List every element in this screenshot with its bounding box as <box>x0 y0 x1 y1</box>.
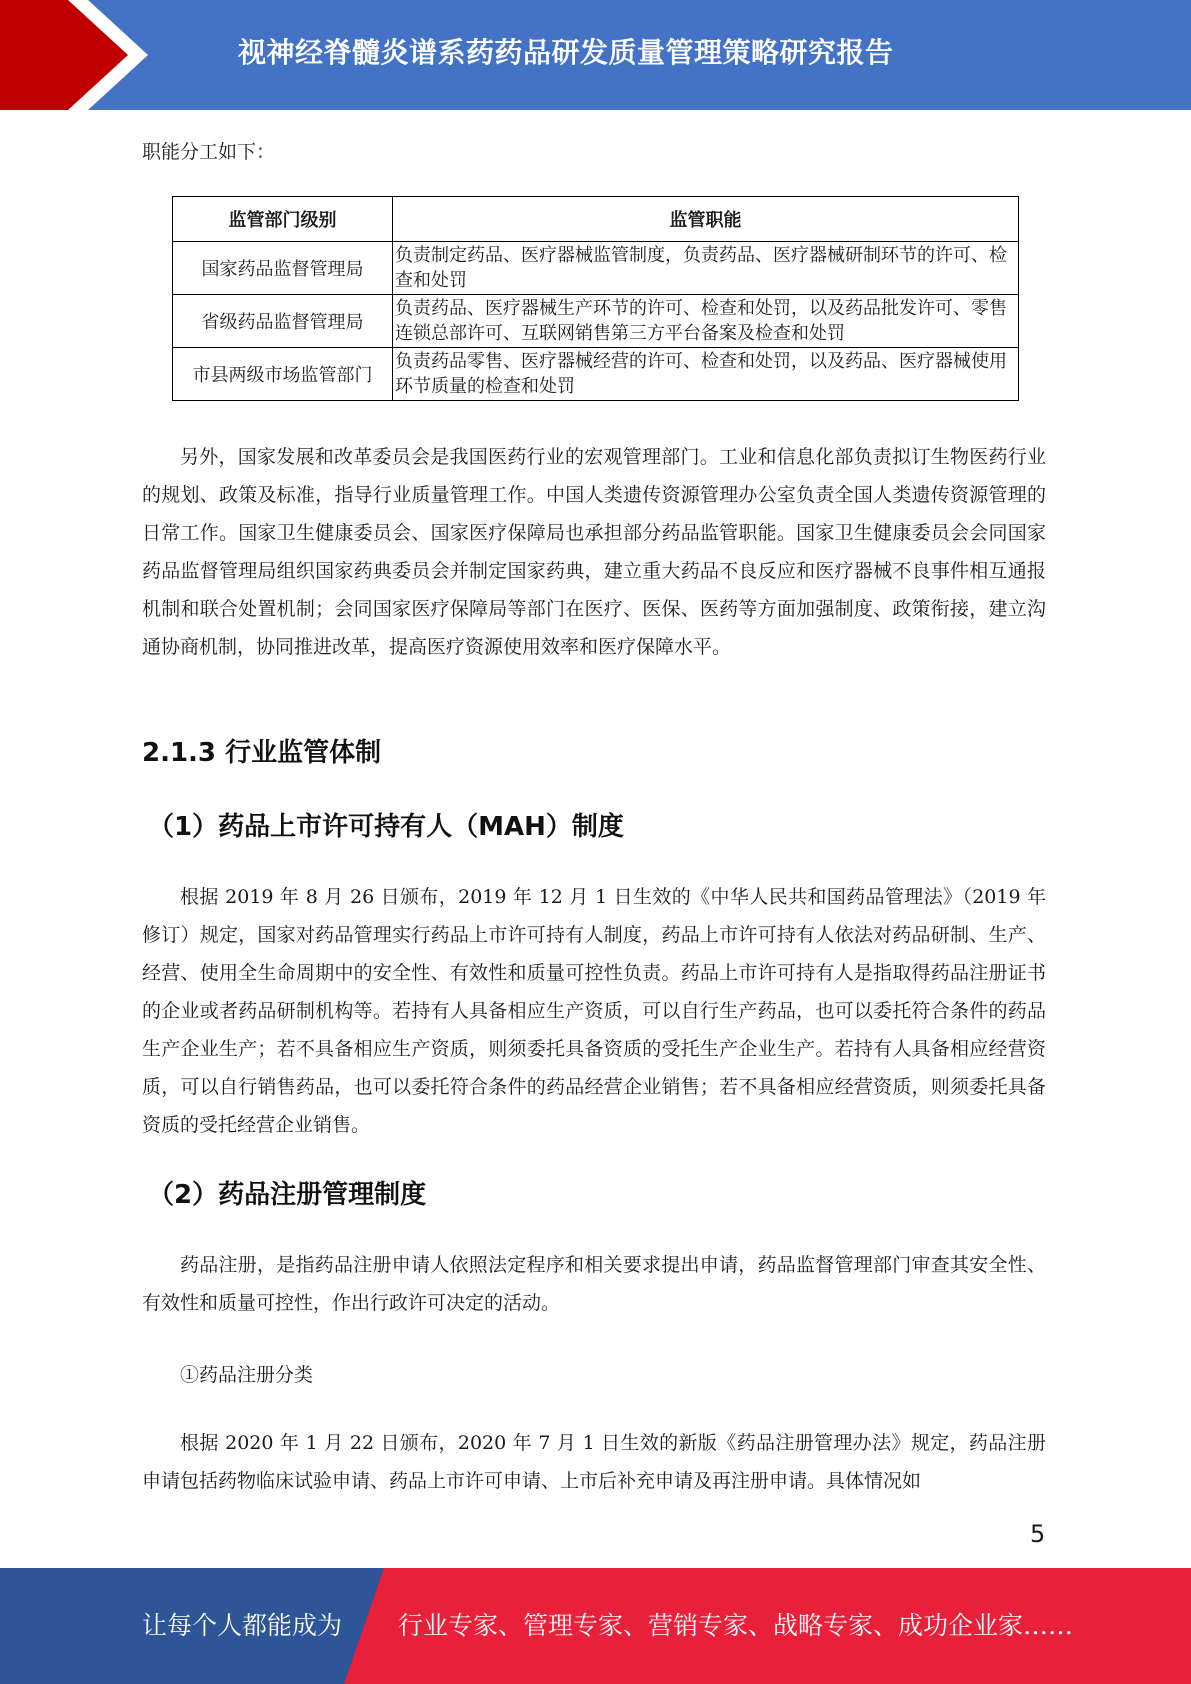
footer-banner <box>0 1568 1191 1684</box>
table-intro: 职能分工如下： <box>142 141 276 163</box>
paragraph-block-4 <box>142 1424 1046 1500</box>
table-row <box>173 348 1019 401</box>
paragraph-registration: 药品注册，是指药品注册申请人依照法定程序和相关要求提出申请，药品监督管理部门审查其安全性、有效性和质量可控性，作出行政许可决定的活动。 <box>142 1254 1046 1314</box>
table-cell-duty: 负责药品零售、医疗器械经营的许可、检查和处罚，以及药品、医疗器械使用环节质量的检查和处罚 <box>393 348 1019 401</box>
subsection-heading-mah: （1）药品上市许可持有人（MAH）制度 <box>148 812 624 842</box>
footer-slogan: 让每个人都能成为 <box>142 1611 343 1640</box>
list-item-registration-category: ①药品注册分类 <box>180 1364 314 1386</box>
paragraph-mah: 根据 2019 年 8 月 26 日颁布，2019 年 12 月 1 日生效的《中华人民共和国药品管理法》（2019 年修订）规定，国家对药品管理实行药品上市许可持有人制度，药品上市许可持有人依法对药品研制、生产、经营、使用全生命周期中的安全性、有效性和质量可控性负责。药品上市许可持有人是指取得药品注册证书的企业或者药品研制机构等。若持有人具备相应生产资质，可以自行生产药品，也可以委托符合条件的药品生产企业生产；若不具备相应生产资质，则须委托具备资质的受托生产企业生产。若持有人具备相应经营资质，可以自行销售药品，也可以委托符合条件的药品经营企业销售；若不具备相应经营资质，则须委托具备资质的受托经营企业销售。 <box>142 886 1046 1136</box>
paragraph-registration-rules: 根据 2020 年 1 月 22 日颁布，2020 年 7 月 1 日生效的新版《药品注册管理办法》规定，药品注册申请包括药物临床试验申请、药品上市许可申请、上市后补充申请及再注册申请。具体情况如 <box>142 1432 1046 1492</box>
paragraph-block-3 <box>142 1246 1046 1322</box>
report-title: 视神经脊髓炎谱系药药品研发质量管理策略研究报告 <box>238 36 894 69</box>
table-cell-duty: 负责制定药品、医疗器械监管制度，负责药品、医疗器械研制环节的许可、检查和处罚 <box>393 242 1019 295</box>
regulatory-table <box>172 196 1018 401</box>
header-level: 监管部门级别 <box>173 197 393 242</box>
header-banner <box>0 0 1191 110</box>
table-row <box>173 242 1019 295</box>
section-heading: 2.1.3 行业监管体制 <box>142 738 382 768</box>
paragraph-block-2 <box>142 878 1046 1144</box>
table-header-row <box>173 197 1019 242</box>
paragraph-ministries: 另外，国家发展和改革委员会是我国医药行业的宏观管理部门。工业和信息化部负责拟订生物医药行业的规划、政策及标准，指导行业质量管理工作。中国人类遗传资源管理办公室负责全国人类遗传资源管理的日常工作。国家卫生健康委员会、国家医疗保障局也承担部分药品监管职能。国家卫生健康委员会会同国家药品监督管理局组织国家药典委员会并制定国家药典，建立重大药品不良反应和医疗器械不良事件相互通报机制和联合处置机制；会同国家医疗保障局等部门在医疗、医保、医药等方面加强制度、政策衔接，建立沟通协商机制，协同推进改革，提高医疗资源使用效率和医疗保障水平。 <box>142 446 1046 658</box>
table-cell-duty: 负责药品、医疗器械生产环节的许可、检查和处罚，以及药品批发许可、零售连锁总部许可、互联网销售第三方平台备案及检查和处罚 <box>393 295 1019 348</box>
header-duty: 监管职能 <box>393 197 1019 242</box>
subsection-heading-registration: （2）药品注册管理制度 <box>148 1180 427 1210</box>
footer-tagline: 行业专家、管理专家、营销专家、战略专家、成功企业家…… <box>398 1611 1074 1640</box>
list-item-block <box>142 1356 1046 1394</box>
table-cell-level: 市县两级市场监管部门 <box>173 348 393 401</box>
table-cell-level: 省级药品监督管理局 <box>173 295 393 348</box>
paragraph-block-1 <box>142 438 1046 666</box>
table-row <box>173 295 1019 348</box>
table-cell-level: 国家药品监督管理局 <box>173 242 393 295</box>
page-number: 5 <box>1030 1520 1046 1548</box>
